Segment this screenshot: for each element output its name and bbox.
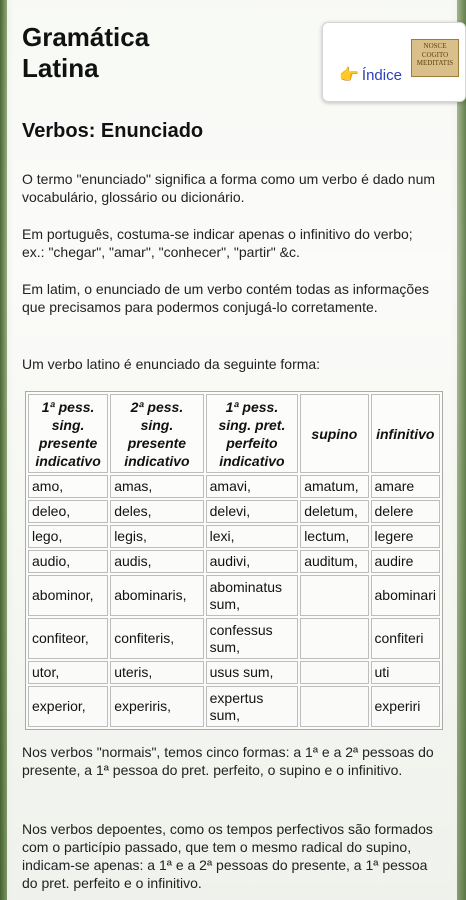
pointing-hand-icon: 👉: [339, 67, 359, 84]
table-cell: amas,: [110, 475, 203, 498]
table-cell: experiris,: [110, 686, 203, 727]
table-cell: abominaris,: [110, 575, 203, 616]
table-cell: confiteri: [371, 618, 440, 659]
table-cell: audis,: [110, 550, 203, 573]
paragraph-3: Em latim, o enunciado de um verbo contém todas as informações que precisamos para podermos conjugá-lo corretamente.: [22, 281, 429, 315]
table-cell: lectum,: [300, 525, 368, 548]
table-cell: uteris,: [110, 661, 203, 684]
table-cell: deletum,: [300, 500, 368, 523]
table-row: [28, 500, 440, 523]
table-cell: amare: [371, 475, 440, 498]
paragraph-4: Um verbo latino é enunciado da seguinte forma:: [22, 356, 321, 372]
table-cell: audio,: [28, 550, 108, 573]
table-cell: uti: [371, 661, 440, 684]
paragraph-6: Nos verbos depoentes, como os tempos perfectivos são formados com o particípio passado, que tem o mesmo radical do supino, indicam-se apenas: a 1ª e a 2ª pessoas do presente, a 1ª pessoa do pret. perfeito e o infinitivo.: [22, 821, 433, 891]
index-link[interactable]: [339, 65, 402, 85]
header-supine: supino: [300, 394, 368, 473]
table-cell: abominor,: [28, 575, 108, 616]
table-row: [28, 475, 440, 498]
header-infinitive: infinitivo: [371, 394, 440, 473]
table-cell: [300, 686, 368, 727]
table-cell: experior,: [28, 686, 108, 727]
table-cell: delere: [371, 500, 440, 523]
table-header-row: [28, 394, 440, 473]
table-cell: utor,: [28, 661, 108, 684]
paragraph-2: Em português, costuma-se indicar apenas o infinitivo do verbo; ex.: "chegar", "amar", "conhecer", "partir" &c.: [22, 226, 413, 260]
verb-enunciation-table: [25, 391, 443, 730]
table-cell: [300, 618, 368, 659]
table-cell: audivi,: [206, 550, 299, 573]
table-row: [28, 686, 440, 727]
seal-logo: NOSCE COGITO MEDITATIS: [411, 39, 459, 77]
table-row: [28, 618, 440, 659]
table-cell: amatum,: [300, 475, 368, 498]
table-cell: [300, 661, 368, 684]
index-button[interactable]: [322, 22, 466, 102]
table-cell: legis,: [110, 525, 203, 548]
table-cell: deleo,: [28, 500, 108, 523]
table-row: [28, 525, 440, 548]
header-1st-person-present: 1ª pess. sing. presente indicativo: [28, 394, 108, 473]
table-row: [28, 575, 440, 616]
header-2nd-person-present: 2ª pess. sing. presente indicativo: [110, 394, 203, 473]
table-cell: lexi,: [206, 525, 299, 548]
table-cell: [300, 575, 368, 616]
paragraph-1: O termo "enunciado" significa a forma como um verbo é dado num vocabulário, glossário ou dicionário.: [22, 171, 436, 205]
table-cell: confessus sum,: [206, 618, 299, 659]
table-cell: abominatus sum,: [206, 575, 299, 616]
table-row: [28, 550, 440, 573]
table-cell: deles,: [110, 500, 203, 523]
table-cell: confiteris,: [110, 618, 203, 659]
paragraph-5: Nos verbos "normais", temos cinco formas: a 1ª e a 2ª pessoas do presente, a 1ª pessoa do pret. perfeito, o supino e o infinitivo.: [22, 744, 434, 778]
table-row: [28, 661, 440, 684]
table-cell: auditum,: [300, 550, 368, 573]
table-cell: abominari: [371, 575, 440, 616]
section-title: Verbos: Enunciado: [22, 120, 204, 142]
index-label: Índice: [361, 66, 402, 84]
table-cell: amo,: [28, 475, 108, 498]
table-cell: usus sum,: [206, 661, 299, 684]
table-cell: delevi,: [206, 500, 299, 523]
table-cell: amavi,: [206, 475, 299, 498]
table-cell: expertus sum,: [206, 686, 299, 727]
page-title: Gramática Latina: [22, 22, 150, 83]
table-cell: audire: [371, 550, 440, 573]
table-cell: lego,: [28, 525, 108, 548]
table-cell: experiri: [371, 686, 440, 727]
table-cell: confiteor,: [28, 618, 108, 659]
table-cell: legere: [371, 525, 440, 548]
header-1st-person-perfect: 1ª pess. sing. pret. perfeito indicativo: [206, 394, 299, 473]
